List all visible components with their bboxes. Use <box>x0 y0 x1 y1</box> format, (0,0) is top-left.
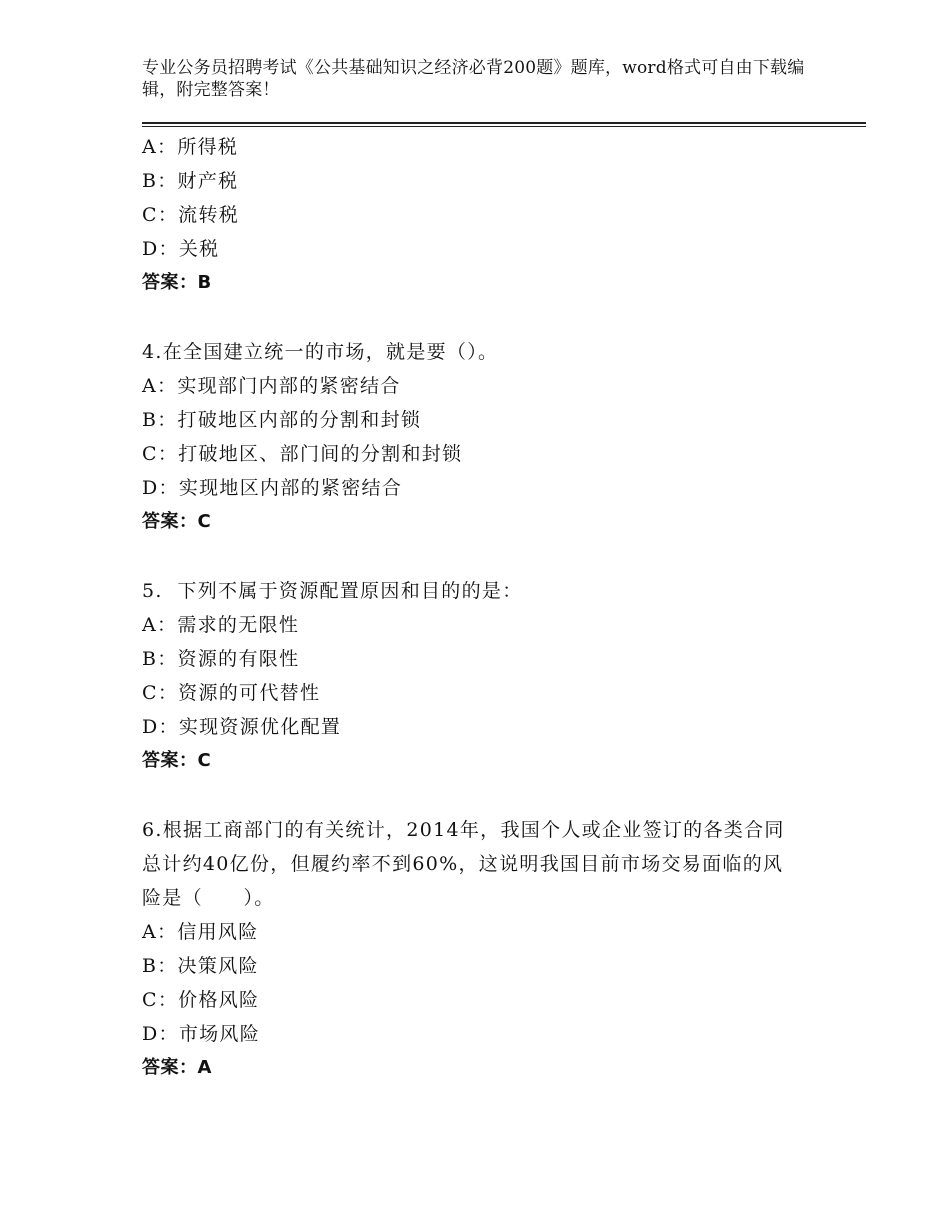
option-b: B：资源的有限性 <box>142 648 300 670</box>
answer-line: 答案：B <box>142 272 212 293</box>
option-c: C：打破地区、部门间的分割和封锁 <box>142 443 463 465</box>
option-c: C：资源的可代替性 <box>142 682 321 704</box>
block-spacer <box>142 300 822 335</box>
answer-line: 答案：C <box>142 750 212 771</box>
question-block-5 <box>142 574 822 778</box>
question-text: 4.在全国建立统一的市场，就是要（）。 <box>142 341 499 363</box>
question-block-4 <box>142 335 822 539</box>
block-spacer <box>142 539 822 574</box>
question-text: 5. 下列不属于资源配置原因和目的的是： <box>142 580 523 602</box>
question-block-3 <box>142 130 822 300</box>
question-list <box>142 130 822 1085</box>
question-block-6 <box>142 813 822 1085</box>
option-b: B：财产税 <box>142 170 239 192</box>
document-header: 专业公务员招聘考试《公共基础知识之经济必背200题》题库，word格式可自由下载编辑，附完整答案！ <box>142 58 805 100</box>
option-a: A：实现部门内部的紧密结合 <box>142 375 401 397</box>
option-d: D：关税 <box>142 238 220 260</box>
option-c: C：流转税 <box>142 204 240 226</box>
block-spacer <box>142 778 822 813</box>
answer-line: 答案：C <box>142 511 212 532</box>
option-c: C：价格风险 <box>142 989 260 1011</box>
answer-line: 答案：A <box>142 1057 212 1078</box>
header-rule-thin <box>142 126 866 127</box>
question-text: 6.根据工商部门的有关统计，2014年，我国个人或企业签订的各类合同总计约40亿份，但履约率不到60%，这说明我国目前市场交易面临的风险是（ ）。 <box>142 819 785 909</box>
option-a: A：信用风险 <box>142 921 259 943</box>
header-rule-thick <box>142 122 866 124</box>
option-d: D：实现资源优化配置 <box>142 716 342 738</box>
option-b: B：打破地区内部的分割和封锁 <box>142 409 422 431</box>
option-d: D：实现地区内部的紧密结合 <box>142 477 403 499</box>
option-d: D：市场风险 <box>142 1023 261 1045</box>
option-a: A：所得税 <box>142 136 239 158</box>
option-a: A：需求的无限性 <box>142 614 300 636</box>
option-b: B：决策风险 <box>142 955 259 977</box>
